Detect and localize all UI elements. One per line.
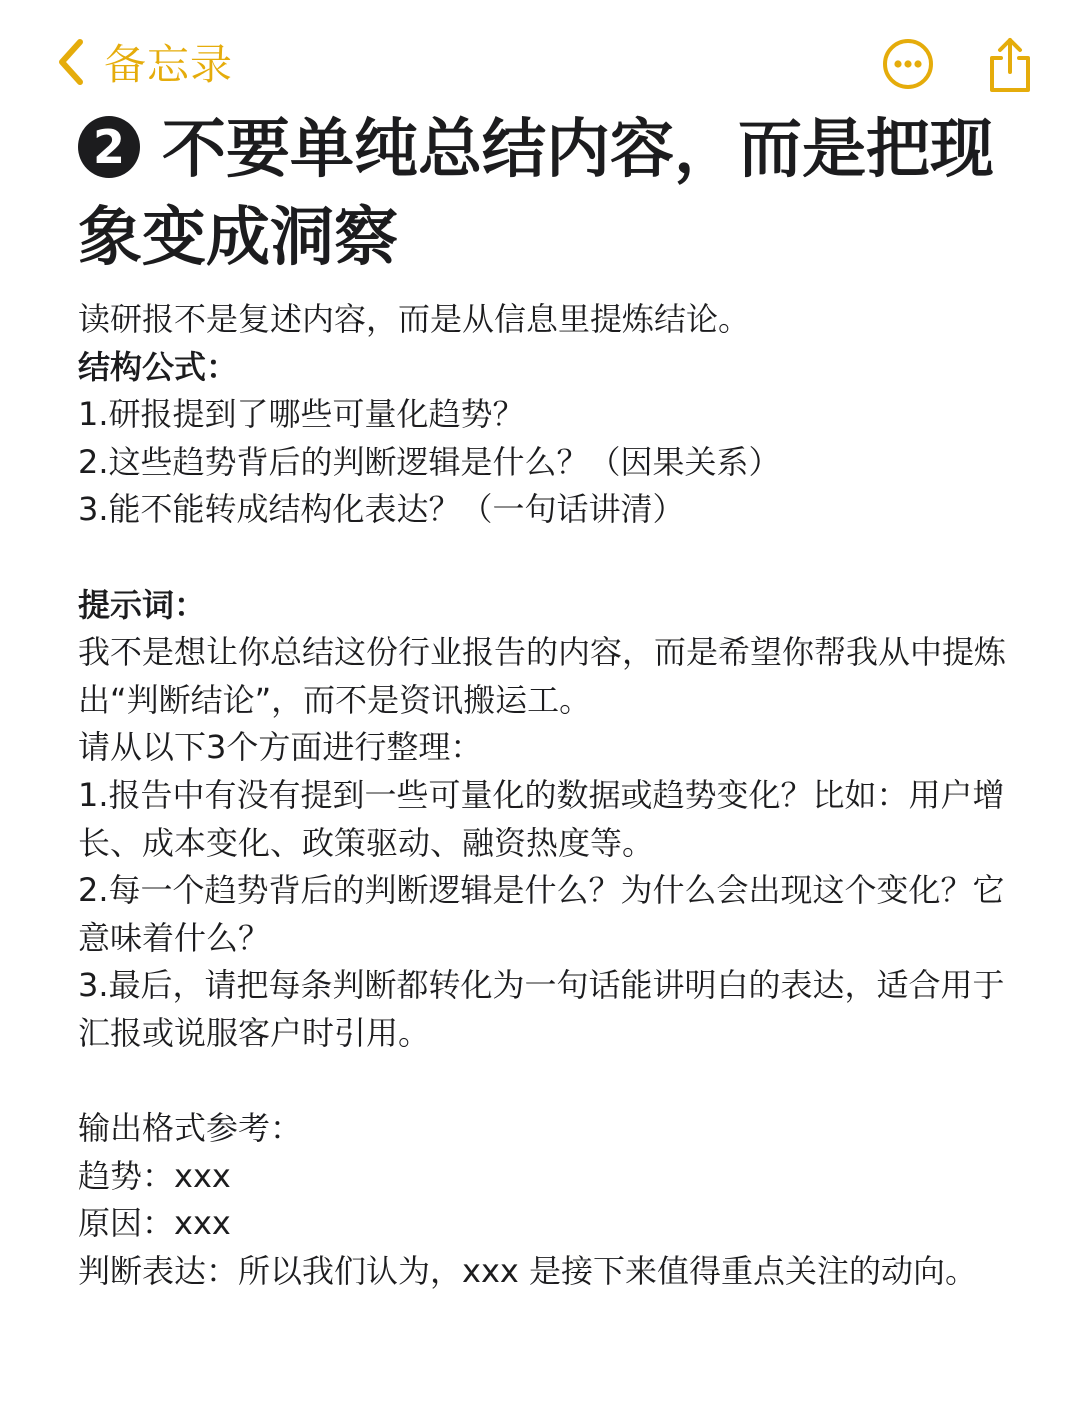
number-badge: 2	[78, 116, 140, 178]
back-button[interactable]	[56, 34, 233, 90]
output-format-heading: 输出格式参考：	[78, 1109, 303, 1148]
list-item: 2.这些趋势背后的判断逻辑是什么？（因果关系）	[78, 442, 781, 481]
output-format-line: 判断表达：所以我们认为，xxx 是接下来值得重点关注的动向。	[78, 1251, 977, 1290]
section-heading-structure: 结构公式：	[78, 347, 239, 386]
section-heading-prompt: 提示词：	[78, 585, 207, 624]
blank-line	[78, 534, 1008, 582]
note-title-text: 不要单纯总结内容，而是把现象变成洞察	[78, 113, 994, 275]
list-item: 2.每一个趋势背后的判断逻辑是什么？为什么会出现这个变化？它意味着什么？	[78, 871, 1005, 957]
list-item: 1.研报提到了哪些可量化趋势？	[78, 395, 525, 434]
share-icon	[984, 36, 1036, 94]
output-format-line: 趋势：xxx	[78, 1156, 231, 1195]
back-label: 备忘录	[104, 40, 234, 89]
share-button[interactable]	[984, 36, 1036, 94]
ellipsis-circle-icon	[882, 38, 934, 90]
prompt-paragraph: 请从以下3个方面进行整理：	[78, 728, 483, 767]
chevron-left-icon	[56, 37, 86, 87]
intro-text: 读研报不是复述内容，而是从信息里提炼结论。	[78, 300, 751, 338]
more-button[interactable]	[882, 38, 934, 90]
list-item: 1.报告中有没有提到一些可量化的数据或趋势变化？比如：用户增长、成本变化、政策驱动、融资热度等。	[78, 775, 1005, 862]
navigation-bar	[0, 0, 1080, 110]
note-body[interactable]	[78, 296, 1008, 1295]
output-format-line: 原因：xxx	[78, 1204, 231, 1243]
prompt-paragraph: 我不是想让你总结这份行业报告的内容，而是希望你帮我从中提炼出“判断结论”，而不是资讯搬运工。	[78, 633, 1007, 719]
list-item: 3.能不能转成结构化表达？（一句话讲清）	[78, 490, 685, 529]
list-item: 3.最后，请把每条判断都转化为一句话能讲明白的表达，适合用于汇报或说服客户时引用。	[78, 966, 1005, 1052]
note-title[interactable]	[78, 106, 1018, 282]
blank-line	[78, 1058, 1008, 1106]
